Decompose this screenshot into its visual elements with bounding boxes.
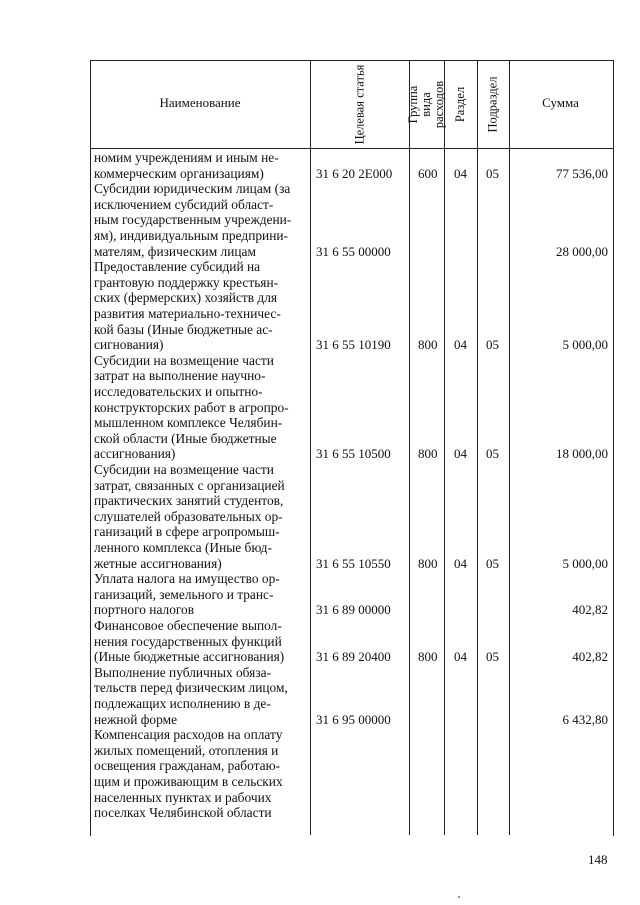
row-amount: 77 536,00 (556, 165, 608, 181)
row-group: 800 (418, 555, 438, 571)
row-group: 600 (418, 165, 438, 181)
row-name (94, 462, 304, 571)
row-name-line: Выполнение публичных обяза- (94, 664, 272, 680)
row-code: 31 6 55 10550 (316, 555, 391, 571)
row-subsection: 05 (486, 165, 499, 181)
row-name (94, 665, 304, 727)
column-divider-2 (409, 60, 410, 835)
row-name-line: (Иные бюджетные ассигнования) (94, 649, 285, 665)
row-subsection: 05 (486, 337, 499, 353)
row-name (94, 181, 304, 259)
row-section: 04 (454, 165, 467, 181)
row-name-line: населенных пунктах и рабочих (94, 789, 272, 805)
row-name-line: Субсидии на возмещение части (94, 462, 274, 477)
row-group: 800 (418, 446, 438, 462)
row-name-line: ленного комплекса (Иные бюд- (94, 539, 272, 555)
row-name-line: щим и проживающим в сельских (94, 773, 283, 789)
row-name (94, 150, 304, 181)
row-subsection: 05 (486, 649, 499, 665)
row-name-line: жилых помещений, отопления и (94, 742, 279, 758)
row-name-line: поселках Челябинской области (94, 805, 272, 821)
row-section: 04 (454, 649, 467, 665)
row-name-line: Компенсация расходов на оплату (94, 727, 283, 743)
row-group: 800 (418, 649, 438, 665)
column-divider-1 (310, 60, 311, 835)
header-code-cell (310, 60, 409, 148)
row-name (94, 618, 304, 665)
row-name-line: Субсидии юридическим лицам (за (94, 181, 291, 197)
row-name-line: освещения гражданам, работаю- (94, 758, 281, 774)
row-name-line: номим учреждениям и иным не- (94, 150, 279, 165)
row-code: 31 6 55 00000 (316, 243, 391, 259)
row-name-line: ских (фермерских) хозяйств для (94, 290, 278, 306)
row-name-line: ганизаций в сфере агропромыш- (94, 524, 280, 540)
row-name-line: нения государственных функций (94, 633, 282, 649)
row-name-line: портного налогов (94, 602, 195, 618)
row-name-line: затрат, связанных с организацией (94, 477, 285, 493)
row-name-line: Субсидии на возмещение части (94, 352, 274, 368)
row-code: 31 6 55 10500 (316, 446, 391, 462)
header-amount: Сумма (542, 95, 579, 110)
column-divider-5 (509, 60, 510, 835)
header-subsection: Подраздел (485, 76, 500, 132)
row-amount: 5 000,00 (562, 337, 608, 353)
row-amount: 402,82 (572, 649, 608, 665)
row-name (94, 259, 304, 353)
row-code: 31 6 95 00000 (316, 711, 391, 727)
row-amount: 6 432,80 (562, 711, 608, 727)
header-group: Группа вида расходов (406, 80, 447, 128)
row-name-line: нежной форме (94, 711, 178, 727)
row-subsection: 05 (486, 446, 499, 462)
row-code: 31 6 89 20400 (316, 649, 391, 665)
row-name (94, 571, 304, 618)
row-name-line: мышленном комплексе Челябин- (94, 415, 283, 431)
row-section: 04 (454, 555, 467, 571)
row-code: 31 6 55 10190 (316, 337, 391, 353)
row-name-line: ассигнования) (94, 446, 176, 462)
row-name-line: ям), индивидуальным предприни- (94, 227, 289, 243)
header-section-cell (444, 60, 477, 148)
row-name-line: затрат на выполнение научно- (94, 368, 266, 384)
header-section: Раздел (453, 86, 468, 122)
row-name-line: ным государственным учреждени- (94, 212, 292, 228)
row-amount: 5 000,00 (562, 555, 608, 571)
row-name-line: Финансовое обеспечение выпол- (94, 618, 282, 633)
row-name-line: развития материально-техничес- (94, 305, 281, 321)
row-amount: 18 000,00 (556, 446, 608, 462)
header-name: Наименование (159, 95, 241, 110)
row-code: 31 6 20 2Е000 (316, 165, 393, 181)
row-name-line: слушателей образовательных ор- (94, 508, 283, 524)
row-name-line: жетные ассигнования) (94, 555, 222, 571)
header-group-cell (406, 60, 447, 148)
row-subsection: 05 (486, 555, 499, 571)
row-name-line: ской области (Иные бюджетные (94, 430, 277, 446)
row-name (94, 727, 304, 821)
row-name-line: Уплата налога на имущество ор- (94, 571, 280, 587)
row-name-line: кой базы (Иные бюджетные ас- (94, 321, 273, 337)
row-code: 31 6 89 00000 (316, 602, 391, 618)
row-name-line: мателям, физическим лицам (94, 243, 256, 259)
row-section: 04 (454, 446, 467, 462)
row-amount: 28 000,00 (556, 243, 608, 259)
row-group: 800 (418, 337, 438, 353)
header-divider (90, 148, 613, 149)
row-name-line: коммерческим организациям) (94, 165, 264, 181)
row-name-line: подлежащих исполнению в де- (94, 695, 271, 711)
row-name-line: тельств перед физическим лицом, (94, 680, 288, 696)
header-subsection-cell (477, 60, 509, 148)
scan-speck (458, 896, 460, 898)
row-name-line: грантовую поддержку крестьян- (94, 274, 279, 290)
row-name-line: конструкторских работ в агропро- (94, 399, 289, 415)
row-amount: 402,82 (572, 602, 608, 618)
row-name-line: исследовательских и опытно- (94, 383, 263, 399)
page-number: 148 (588, 852, 608, 867)
row-name-line: ганизаций, земельного и транс- (94, 586, 274, 602)
row-name-line: исключением субсидий област- (94, 196, 274, 212)
row-section: 04 (454, 337, 467, 353)
row-name (94, 353, 304, 462)
row-name-line: Предоставление субсидий на (94, 259, 261, 275)
header-code: Целевая статья (352, 64, 366, 144)
column-divider-4 (477, 60, 478, 835)
row-name-line: сигнования) (94, 337, 164, 353)
row-name-line: практических занятий студентов, (94, 493, 284, 509)
column-divider-3 (444, 60, 445, 835)
